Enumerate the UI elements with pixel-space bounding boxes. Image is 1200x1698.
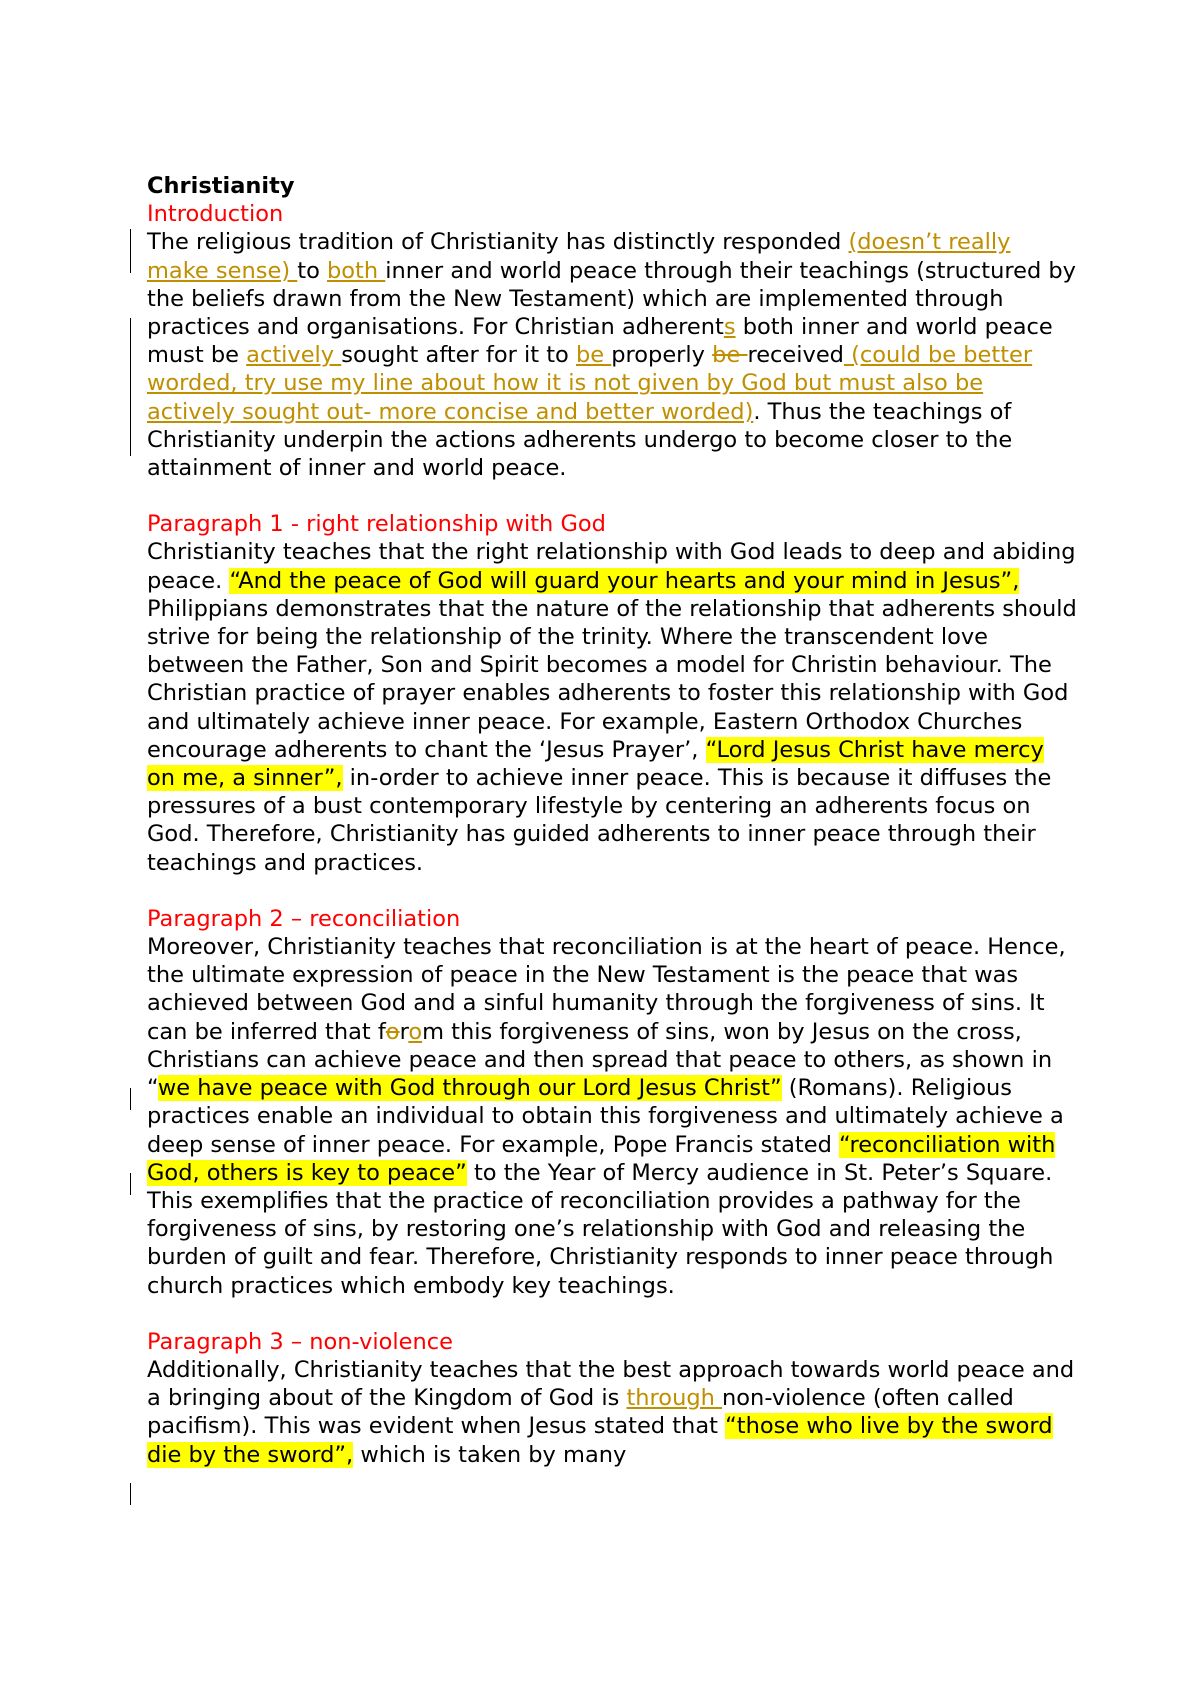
tracked-insertion: o (408, 1018, 423, 1045)
body-text: properly (611, 342, 713, 369)
body-text: m this forgiveness of sins, won by Jesus on the cross, Christians can achieve peace and then spread that peace to others, as shown in “ (147, 1018, 1053, 1102)
tracked-insertion: be (575, 342, 612, 369)
change-bar (130, 1483, 131, 1505)
body-text: non-violence (often called pacifism). This was evident when Jesus stated that (147, 1385, 1014, 1440)
section-heading: Introduction (147, 201, 284, 228)
body-text: Additionally, Christianity teaches that the best approach towards world peace and a bringing about of the Kingdom of God is (147, 1356, 1075, 1412)
highlighted-quote: “reconciliation with God, others is key to peace” (147, 1131, 1056, 1186)
body-text: The religious tradition of Christianity has distinctly responded (147, 229, 849, 256)
section-paragraph[interactable] (147, 228, 1077, 482)
highlighted-quote: “Lord Jesus Christ have mercy on me, a sinner”, (147, 736, 1044, 792)
body-text: in-order to achieve inner peace. This is because it diffuses the pressures of a bust contemporary lifestyle by centering an adherents focus on God. Therefore, Christianity has guided adherents to inner peace through their teachings and practices. (147, 765, 1052, 876)
section-paragraph-3 (147, 1328, 1077, 1469)
body-text: to (297, 257, 327, 284)
change-bar (130, 1173, 131, 1195)
body-text: both inner and world peace must be (147, 314, 1053, 369)
section-paragraph-2 (147, 905, 1077, 1300)
body-text: r (399, 1018, 409, 1045)
document-body (147, 172, 1077, 1469)
body-text: Philippians demonstrates that the nature of the relationship that adherents should strive for being the relationship of the trinity. Where the transcendent love between the Father, Son and Spirit becomes a model for Christin behaviour. The Christian practice of prayer enables adherents to foster this relationship with God and ultimately achieve inner peace. For example, Eastern Orthodox Churches encourage adherents to chant the ‘Jesus Prayer’, (147, 595, 1077, 763)
section-paragraph[interactable] (147, 933, 1077, 1300)
body-text: inner and world peace through their teachings (structured by the beliefs drawn from the New Testament) which are implemented through practices and organisations. For Christian adherent (147, 257, 1076, 341)
body-text: to the Year of Mercy audience in St. Peter’s Square. This exemplifies that the practice of reconciliation provides a pathway for the forgiveness of sins, by restoring one’s relationship with God and releasing the burden of guilt and fear. Therefore, Christianity responds to inner peace through church practices which embody key teachings. (147, 1159, 1054, 1299)
section-paragraph[interactable] (147, 538, 1077, 876)
tracked-insertion: through (626, 1385, 723, 1412)
section-paragraph-1 (147, 510, 1077, 877)
section-paragraph[interactable] (147, 1356, 1077, 1469)
change-bar (130, 229, 131, 273)
tracked-deletion: be (712, 342, 748, 369)
section-heading: Paragraph 2 – reconciliation (147, 905, 461, 932)
body-text: received (747, 342, 844, 369)
body-text: which is taken by many (353, 1441, 627, 1468)
highlighted-quote: “those who live by the sword die by the sword”, (147, 1413, 1053, 1468)
highlighted-quote: “And the peace of God will guard your hearts and your mind in Jesus”, (229, 567, 1020, 594)
change-bar (130, 1088, 131, 1110)
change-bar (130, 318, 131, 456)
section-heading: Paragraph 3 – non-violence (147, 1328, 453, 1355)
tracked-insertion: both (327, 257, 386, 284)
tracked-deletion: o (385, 1018, 400, 1045)
section-heading: Paragraph 1 - right relationship with God (147, 511, 606, 538)
body-text: Christianity teaches that the right relationship with God leads to deep and abiding peace. (147, 539, 1076, 594)
section-introduction (147, 200, 1077, 482)
body-text: sought after for it to (341, 342, 576, 369)
tracked-insertion: actively (246, 342, 342, 369)
body-text: (Romans). Religious practices enable an individual to obtain this forgiveness and ultimately achieve a deep sense of inner peace. For example, Pope Francis stated (147, 1075, 1064, 1158)
body-text: Moreover, Christianity teaches that reconciliation is at the heart of peace. Hence, the ultimate expression of peace in the New Testament is the peace that was achieved between God and a sinful humanity through the forgiveness of sins. It can be inferred that f (147, 934, 1066, 1045)
highlighted-quote: ” (769, 1075, 782, 1102)
highlighted-quote: we have peace with God through our Lord Jesus Christ (157, 1075, 770, 1102)
tracked-insertion: s (723, 314, 736, 341)
document-title: Christianity (147, 173, 295, 199)
body-text: . Thus the teachings of Christianity underpin the actions adherents undergo to become closer to the attainment of inner and world peace. (147, 398, 1013, 482)
tracked-insertion: (doesn’t really make sense) (147, 229, 1011, 284)
tracked-insertion: (could be better worded, try use my line about how it is not given by God but must also be actively sought out- more concise and better worded) (147, 342, 1033, 425)
